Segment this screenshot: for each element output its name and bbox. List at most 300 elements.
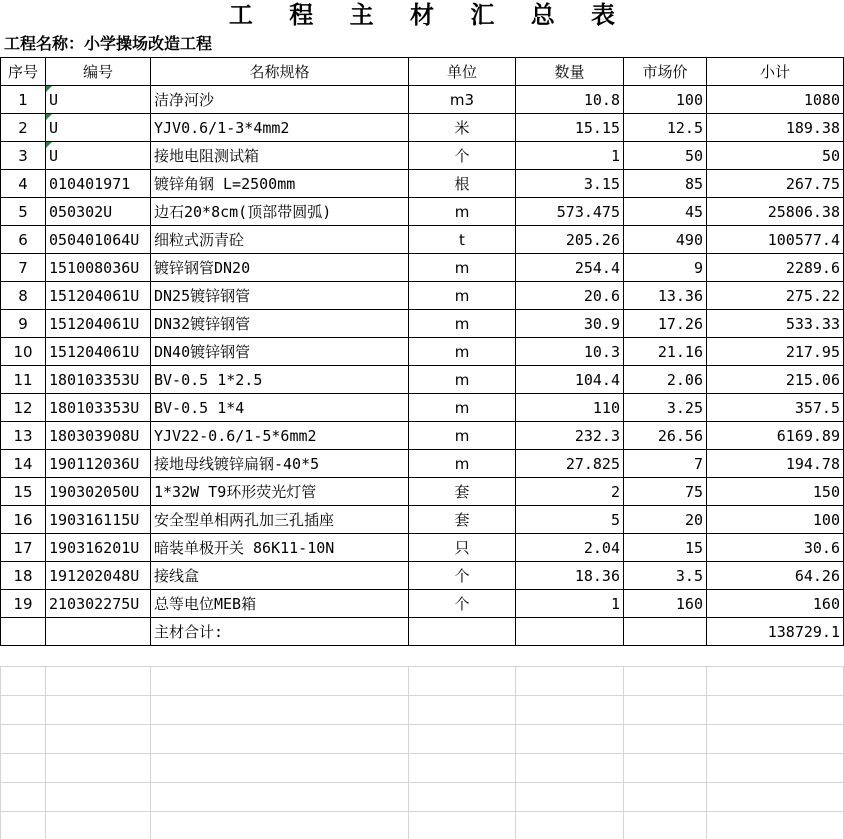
- cell-price-text: 75: [684, 482, 703, 501]
- cell-code-text: 190302050U: [49, 482, 140, 501]
- cell-code-text: 050401064U: [49, 230, 140, 249]
- cell-qty-text: 110: [592, 398, 620, 417]
- cell-seq[interactable]: [1, 338, 46, 366]
- table-row: [1, 590, 844, 618]
- cell-code[interactable]: [46, 86, 151, 114]
- header-price[interactable]: 市场价: [624, 58, 707, 86]
- cell-code[interactable]: [46, 142, 151, 170]
- cell-unit-text: m: [454, 342, 470, 361]
- table-row: [1, 478, 844, 506]
- cell-price[interactable]: [624, 198, 707, 226]
- grid-row-line: [0, 753, 844, 754]
- header-row: [1, 58, 844, 86]
- cell-name-text: 细粒式沥青砼: [154, 231, 245, 249]
- grid-column-line: [515, 666, 516, 839]
- cell-code[interactable]: [46, 534, 151, 562]
- cell-seq[interactable]: [1, 226, 46, 254]
- table-row: [1, 198, 844, 226]
- cell-qty[interactable]: [516, 254, 624, 282]
- cell-qty-text: 15.15: [574, 118, 620, 137]
- cell-price[interactable]: [624, 282, 707, 310]
- cell-unit-text: m: [454, 314, 470, 333]
- table-row: [1, 254, 844, 282]
- cell-code[interactable]: [46, 282, 151, 310]
- cell-code[interactable]: [46, 254, 151, 282]
- cell-price[interactable]: [624, 422, 707, 450]
- cell-unit[interactable]: [409, 310, 516, 338]
- cell-seq-text: 14: [13, 454, 33, 473]
- grid-column-line: [150, 666, 151, 839]
- cell-price[interactable]: [624, 590, 707, 618]
- cell-subtotal-text: 100577.4: [767, 230, 840, 249]
- cell-subtotal[interactable]: [707, 282, 844, 310]
- total-qty-cell[interactable]: [516, 618, 624, 646]
- cell-unit-text: m: [454, 286, 470, 305]
- cell-name-text: 接线盒: [154, 567, 200, 585]
- cell-unit[interactable]: [409, 394, 516, 422]
- cell-qty-text: 232.3: [574, 426, 620, 445]
- cell-price[interactable]: [624, 478, 707, 506]
- cell-code[interactable]: [46, 114, 151, 142]
- cell-code[interactable]: [46, 226, 151, 254]
- cell-subtotal-text: 2289.6: [785, 258, 840, 277]
- cell-subtotal[interactable]: [707, 450, 844, 478]
- cell-unit-text: 套: [454, 483, 470, 501]
- cell-subtotal[interactable]: [707, 366, 844, 394]
- header-seq[interactable]: 序号: [1, 58, 46, 86]
- cell-unit[interactable]: [409, 534, 516, 562]
- grid-column-line: [706, 666, 707, 839]
- cell-unit[interactable]: [409, 198, 516, 226]
- cell-seq-text: 7: [18, 258, 28, 277]
- cell-name[interactable]: [151, 86, 409, 114]
- cell-subtotal[interactable]: [707, 562, 844, 590]
- cell-code[interactable]: [46, 170, 151, 198]
- table-row: [1, 422, 844, 450]
- cell-name-text: 镀锌角钢 L=2500mm: [154, 175, 296, 193]
- cell-unit-text: m: [454, 202, 470, 221]
- cell-name-text: 接地母线镀锌扁钢-40*5: [154, 455, 320, 473]
- cell-price[interactable]: [624, 506, 707, 534]
- cell-code-text: 190112036U: [49, 454, 140, 473]
- cell-name[interactable]: [151, 534, 409, 562]
- cell-unit[interactable]: [409, 366, 516, 394]
- cell-code[interactable]: [46, 506, 151, 534]
- cell-name[interactable]: [151, 170, 409, 198]
- cell-price-text: 9: [693, 258, 703, 277]
- cell-price-text: 15: [684, 538, 703, 557]
- cell-price[interactable]: [624, 226, 707, 254]
- cell-unit[interactable]: [409, 590, 516, 618]
- cell-subtotal-text: 189.38: [785, 118, 840, 137]
- cell-qty[interactable]: [516, 478, 624, 506]
- cell-qty[interactable]: [516, 450, 624, 478]
- error-indicator-icon: [46, 86, 52, 92]
- cell-code-text: 151204061U: [49, 314, 140, 333]
- cell-subtotal[interactable]: [707, 170, 844, 198]
- cell-unit[interactable]: [409, 450, 516, 478]
- table-row: [1, 170, 844, 198]
- cell-subtotal[interactable]: [707, 226, 844, 254]
- cell-seq[interactable]: [1, 86, 46, 114]
- cell-subtotal[interactable]: [707, 422, 844, 450]
- cell-unit-text: 套: [454, 511, 470, 529]
- cell-code-text: 151204061U: [49, 286, 140, 305]
- cell-code[interactable]: [46, 478, 151, 506]
- cell-seq-text: 1: [18, 90, 28, 109]
- cell-code[interactable]: [46, 422, 151, 450]
- cell-seq-text: 3: [18, 146, 28, 165]
- cell-name[interactable]: [151, 450, 409, 478]
- cell-name[interactable]: [151, 366, 409, 394]
- cell-price-text: 26.56: [657, 426, 703, 445]
- cell-name[interactable]: [151, 478, 409, 506]
- cell-code-text: 180103353U: [49, 370, 140, 389]
- header-code[interactable]: 编号: [46, 58, 151, 86]
- cell-seq-text: 13: [13, 426, 33, 445]
- cell-name[interactable]: [151, 114, 409, 142]
- grid-column-line: [623, 666, 624, 839]
- cell-subtotal-text: 100: [812, 510, 840, 529]
- cell-name[interactable]: [151, 422, 409, 450]
- table-row: [1, 142, 844, 170]
- cell-subtotal[interactable]: [707, 338, 844, 366]
- cell-name[interactable]: [151, 338, 409, 366]
- cell-subtotal[interactable]: [707, 478, 844, 506]
- cell-name-text: 总等电位MEB箱: [154, 595, 257, 613]
- cell-code-text: 190316115U: [49, 510, 140, 529]
- cell-price-text: 3.25: [666, 398, 703, 417]
- cell-name-text: DN32镀锌钢管: [154, 315, 251, 333]
- cell-price-text: 20: [684, 510, 703, 529]
- cell-subtotal-text: 357.5: [794, 398, 840, 417]
- header-subtotal[interactable]: 小计: [707, 58, 844, 86]
- cell-seq-text: 15: [13, 482, 33, 501]
- total-seq-cell[interactable]: [1, 618, 46, 646]
- cell-name[interactable]: [151, 590, 409, 618]
- cell-name[interactable]: [151, 142, 409, 170]
- cell-seq-text: 2: [18, 118, 28, 137]
- grid-row-line: [0, 724, 844, 725]
- cell-unit-text: m: [454, 258, 470, 277]
- cell-qty-text: 10.3: [583, 342, 620, 361]
- cell-code-text: U: [49, 118, 59, 137]
- cell-qty[interactable]: [516, 142, 624, 170]
- cell-code[interactable]: [46, 198, 151, 226]
- total-price-cell[interactable]: [624, 618, 707, 646]
- error-indicator-icon: [46, 114, 52, 120]
- cell-subtotal-text: 1080: [803, 90, 840, 109]
- cell-qty-text: 2.04: [583, 538, 620, 557]
- cell-unit[interactable]: [409, 114, 516, 142]
- cell-qty[interactable]: [516, 338, 624, 366]
- cell-subtotal[interactable]: [707, 86, 844, 114]
- cell-seq[interactable]: [1, 562, 46, 590]
- cell-qty-text: 1: [610, 594, 620, 613]
- cell-name[interactable]: [151, 282, 409, 310]
- cell-price-text: 50: [684, 146, 703, 165]
- cell-name[interactable]: [151, 198, 409, 226]
- cell-subtotal-text: 25806.38: [767, 202, 840, 221]
- cell-subtotal[interactable]: [707, 310, 844, 338]
- cell-name[interactable]: [151, 394, 409, 422]
- cell-subtotal-text: 30.6: [803, 538, 840, 557]
- cell-subtotal[interactable]: [707, 590, 844, 618]
- cell-price-text: 160: [675, 594, 703, 613]
- cell-seq[interactable]: [1, 478, 46, 506]
- project-name: 工程名称：小学操场改造工程: [4, 34, 213, 53]
- cell-name[interactable]: [151, 562, 409, 590]
- header-name[interactable]: 名称规格: [151, 58, 409, 86]
- cell-qty[interactable]: [516, 562, 624, 590]
- cell-price-text: 45: [684, 202, 703, 221]
- cell-name[interactable]: [151, 254, 409, 282]
- table-row: [1, 534, 844, 562]
- cell-subtotal-text: 50: [821, 146, 840, 165]
- cell-seq[interactable]: [1, 450, 46, 478]
- cell-qty[interactable]: [516, 226, 624, 254]
- cell-unit[interactable]: [409, 478, 516, 506]
- cell-seq[interactable]: [1, 254, 46, 282]
- cell-price-text: 17.26: [657, 314, 703, 333]
- total-label[interactable]: 主材合计:: [151, 618, 409, 646]
- cell-subtotal-text: 6169.89: [776, 426, 840, 445]
- cell-subtotal[interactable]: [707, 394, 844, 422]
- cell-name-text: BV-0.5 1*2.5: [154, 370, 263, 389]
- cell-subtotal-text: 217.95: [785, 342, 840, 361]
- cell-code[interactable]: [46, 562, 151, 590]
- cell-price[interactable]: [624, 254, 707, 282]
- cell-qty-text: 254.4: [574, 258, 620, 277]
- cell-qty[interactable]: [516, 534, 624, 562]
- cell-unit[interactable]: [409, 86, 516, 114]
- cell-seq[interactable]: [1, 506, 46, 534]
- cell-unit-text: 个: [454, 147, 470, 165]
- cell-price-text: 100: [675, 90, 703, 109]
- cell-price-text: 2.06: [666, 370, 703, 389]
- cell-price[interactable]: [624, 338, 707, 366]
- table-row: [1, 114, 844, 142]
- cell-subtotal-text: 64.26: [794, 566, 840, 585]
- cell-unit-text: t: [459, 230, 465, 249]
- cell-seq-text: 5: [18, 202, 28, 221]
- cell-price[interactable]: [624, 394, 707, 422]
- cell-code[interactable]: [46, 366, 151, 394]
- cell-code-text: 050302U: [49, 202, 113, 221]
- cell-seq[interactable]: [1, 282, 46, 310]
- cell-code[interactable]: [46, 310, 151, 338]
- cell-code-text: 151204061U: [49, 342, 140, 361]
- cell-qty-text: 1: [610, 146, 620, 165]
- cell-code[interactable]: [46, 338, 151, 366]
- cell-qty[interactable]: [516, 114, 624, 142]
- cell-unit[interactable]: [409, 254, 516, 282]
- cell-unit-text: m: [454, 454, 470, 473]
- cell-subtotal[interactable]: [707, 254, 844, 282]
- cell-subtotal-text: 150: [812, 482, 840, 501]
- table-row: [1, 366, 844, 394]
- table-row: [1, 394, 844, 422]
- table-row: [1, 338, 844, 366]
- grid-row-line: [0, 695, 844, 696]
- cell-code-text: U: [49, 90, 59, 109]
- cell-name-text: 1*32W T9环形荧光灯管: [154, 483, 317, 501]
- cell-subtotal-text: 194.78: [785, 454, 840, 473]
- cell-qty-text: 20.6: [583, 286, 620, 305]
- cell-qty[interactable]: [516, 282, 624, 310]
- grid-row-line: [0, 782, 844, 783]
- table-row: [1, 86, 844, 114]
- cell-name-text: DN40镀锌钢管: [154, 343, 251, 361]
- cell-unit-text: 米: [454, 119, 470, 137]
- cell-subtotal-text: 267.75: [785, 174, 840, 193]
- sheet-title: 工 程 主 材 汇 总 表: [228, 0, 630, 29]
- table-row: [1, 282, 844, 310]
- cell-price[interactable]: [624, 142, 707, 170]
- cell-seq[interactable]: [1, 366, 46, 394]
- cell-subtotal-text: 215.06: [785, 370, 840, 389]
- cell-subtotal[interactable]: [707, 198, 844, 226]
- grid-row-line: [0, 666, 844, 667]
- materials-table: [0, 57, 844, 646]
- cell-price[interactable]: [624, 310, 707, 338]
- cell-qty-text: 27.825: [565, 454, 620, 473]
- table-row: [1, 310, 844, 338]
- total-code-cell[interactable]: [46, 618, 151, 646]
- table-row: [1, 506, 844, 534]
- cell-qty[interactable]: [516, 590, 624, 618]
- table-body: [1, 86, 844, 618]
- cell-qty[interactable]: [516, 310, 624, 338]
- cell-subtotal[interactable]: [707, 534, 844, 562]
- cell-qty-text: 104.4: [574, 370, 620, 389]
- table-row: [1, 450, 844, 478]
- cell-subtotal[interactable]: [707, 114, 844, 142]
- cell-seq[interactable]: [1, 310, 46, 338]
- cell-seq-text: 19: [13, 594, 33, 613]
- cell-code-text: 191202048U: [49, 566, 140, 585]
- cell-name[interactable]: [151, 506, 409, 534]
- empty-sheet-grid: [0, 666, 844, 839]
- cell-qty[interactable]: [516, 366, 624, 394]
- cell-qty-text: 30.9: [583, 314, 620, 333]
- cell-name-text: YJV22-0.6/1-5*6mm2: [154, 426, 317, 445]
- cell-price[interactable]: [624, 366, 707, 394]
- table-row: [1, 562, 844, 590]
- total-unit-cell[interactable]: [409, 618, 516, 646]
- cell-seq-text: 10: [13, 342, 33, 361]
- cell-name[interactable]: [151, 226, 409, 254]
- cell-price[interactable]: [624, 562, 707, 590]
- cell-unit[interactable]: [409, 170, 516, 198]
- cell-qty[interactable]: [516, 394, 624, 422]
- cell-unit[interactable]: [409, 338, 516, 366]
- cell-unit[interactable]: [409, 506, 516, 534]
- cell-subtotal[interactable]: [707, 142, 844, 170]
- total-value[interactable]: 138729.1: [707, 618, 844, 646]
- cell-code-text: 180103353U: [49, 398, 140, 417]
- cell-price[interactable]: [624, 450, 707, 478]
- cell-unit[interactable]: [409, 226, 516, 254]
- cell-code[interactable]: [46, 590, 151, 618]
- cell-seq-text: 6: [18, 230, 28, 249]
- header-unit[interactable]: 单位: [409, 58, 516, 86]
- cell-seq-text: 18: [13, 566, 33, 585]
- cell-price[interactable]: [624, 114, 707, 142]
- cell-name-text: 接地电阻测试箱: [154, 147, 260, 165]
- cell-qty-text: 2: [610, 482, 620, 501]
- cell-code-text: 180303908U: [49, 426, 140, 445]
- cell-unit-text: 个: [454, 567, 470, 585]
- cell-seq-text: 9: [18, 314, 28, 333]
- cell-code-text: 151008036U: [49, 258, 140, 277]
- cell-name-text: 安全型单相两孔加三孔插座: [154, 511, 335, 529]
- header-qty[interactable]: 数量: [516, 58, 624, 86]
- cell-name[interactable]: [151, 310, 409, 338]
- cell-seq-text: 12: [13, 398, 33, 417]
- cell-qty[interactable]: [516, 86, 624, 114]
- cell-price-text: 3.5: [675, 566, 703, 585]
- cell-price-text: 12.5: [666, 118, 703, 137]
- cell-qty[interactable]: [516, 506, 624, 534]
- cell-unit-text: m: [454, 370, 470, 389]
- cell-seq[interactable]: [1, 590, 46, 618]
- cell-name-text: BV-0.5 1*4: [154, 398, 245, 417]
- cell-seq[interactable]: [1, 198, 46, 226]
- cell-qty[interactable]: [516, 422, 624, 450]
- cell-price[interactable]: [624, 170, 707, 198]
- cell-price[interactable]: [624, 86, 707, 114]
- cell-code-text: 010401971: [49, 174, 131, 193]
- cell-qty-text: 18.36: [574, 566, 620, 585]
- cell-price[interactable]: [624, 534, 707, 562]
- cell-unit[interactable]: [409, 282, 516, 310]
- cell-qty[interactable]: [516, 170, 624, 198]
- cell-subtotal-text: 533.33: [785, 314, 840, 333]
- cell-qty[interactable]: [516, 198, 624, 226]
- grid-column-line: [0, 666, 1, 839]
- grid-row-line: [0, 811, 844, 812]
- cell-qty-text: 10.8: [583, 90, 620, 109]
- cell-qty-text: 205.26: [565, 230, 620, 249]
- cell-qty-text: 573.475: [556, 202, 620, 221]
- cell-name-text: YJV0.6/1-3*4mm2: [154, 118, 290, 137]
- cell-qty-text: 3.15: [583, 174, 620, 193]
- cell-unit-text: m: [454, 426, 470, 445]
- cell-code[interactable]: [46, 450, 151, 478]
- cell-unit[interactable]: [409, 142, 516, 170]
- cell-seq[interactable]: [1, 170, 46, 198]
- cell-unit-text: 根: [454, 175, 470, 193]
- cell-unit[interactable]: [409, 422, 516, 450]
- cell-name-text: 洁净河沙: [154, 91, 215, 109]
- cell-unit-text: 个: [454, 595, 470, 613]
- cell-code[interactable]: [46, 394, 151, 422]
- cell-seq[interactable]: [1, 394, 46, 422]
- cell-seq-text: 16: [13, 510, 33, 529]
- cell-seq[interactable]: [1, 534, 46, 562]
- cell-seq[interactable]: [1, 422, 46, 450]
- cell-name-text: 边石20*8cm(顶部带圆弧): [154, 203, 332, 221]
- cell-price-text: 490: [675, 230, 703, 249]
- cell-name-text: DN25镀锌钢管: [154, 287, 251, 305]
- cell-subtotal[interactable]: [707, 506, 844, 534]
- cell-unit-text: m3: [449, 90, 475, 109]
- cell-seq[interactable]: [1, 142, 46, 170]
- cell-seq[interactable]: [1, 114, 46, 142]
- cell-code-text: U: [49, 146, 59, 165]
- cell-unit[interactable]: [409, 562, 516, 590]
